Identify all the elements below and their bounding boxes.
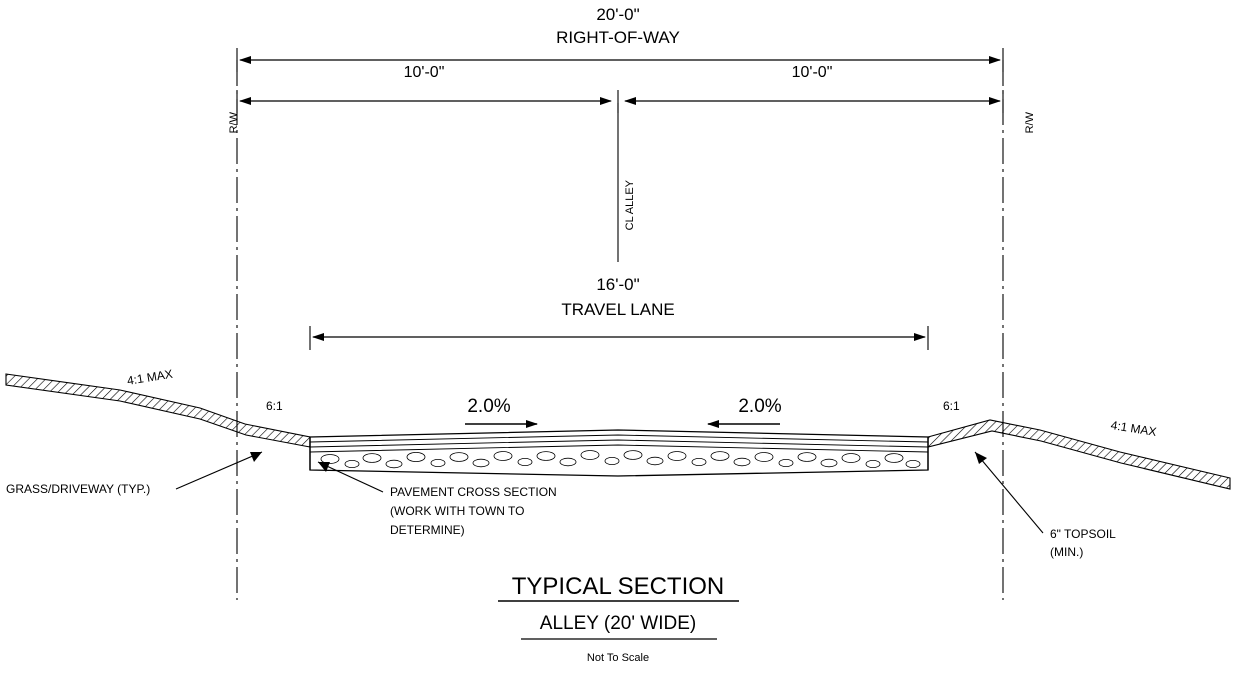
dim-travel-lane-title-label: TRAVEL LANE <box>561 300 675 319</box>
callout-grass-driveway: GRASS/DRIVEWAY (TYP.) <box>6 482 151 496</box>
dim-half-left-label: 10'-0" <box>403 64 445 81</box>
dimension-row-halves <box>237 90 1003 113</box>
callout-pavement-section-line1: PAVEMENT CROSS SECTION <box>390 485 557 499</box>
dim-row-width-label: 20'-0" <box>596 5 640 24</box>
drawing-title: TYPICAL SECTION <box>511 573 725 600</box>
dim-half-right-label: 10'-0" <box>791 64 833 81</box>
shoulder-slope-left-label: 6:1 <box>266 399 283 413</box>
leader-grass-driveway <box>176 452 262 489</box>
fill-slope-right-label: 4:1 MAX <box>1109 418 1158 440</box>
leader-topsoil <box>975 452 1043 533</box>
ground-surface-right <box>928 420 1230 489</box>
fill-slope-left-label: 4:1 MAX <box>126 366 174 388</box>
dim-travel-lane-width-label: 16'-0" <box>596 275 640 294</box>
dim-row-title-label: RIGHT-OF-WAY <box>556 28 680 47</box>
drawing-subtitle: ALLEY (20' WIDE) <box>539 613 697 634</box>
shoulder-slope-right-label: 6:1 <box>943 399 960 413</box>
drawing-scale-note: Not To Scale <box>586 652 650 664</box>
callout-topsoil-line2: (MIN.) <box>1050 545 1084 559</box>
dimension-travel-lane <box>310 326 928 350</box>
cross-slope-left-label: 2.0% <box>467 396 511 417</box>
dimension-row-total <box>237 48 1003 72</box>
row-label-left: R/W <box>228 112 240 134</box>
centerline-label: CL ALLEY <box>624 180 636 231</box>
row-label-right: R/W <box>1024 112 1036 134</box>
ground-surface-left <box>6 374 310 447</box>
pavement-cross-section <box>310 430 928 476</box>
callout-pavement-section-line3: DETERMINE) <box>390 523 465 537</box>
cross-slope-right-label: 2.0% <box>738 396 782 417</box>
callout-topsoil-line1: 6" TOPSOIL <box>1050 527 1116 541</box>
callout-pavement-section-line2: (WORK WITH TOWN TO <box>390 504 525 518</box>
